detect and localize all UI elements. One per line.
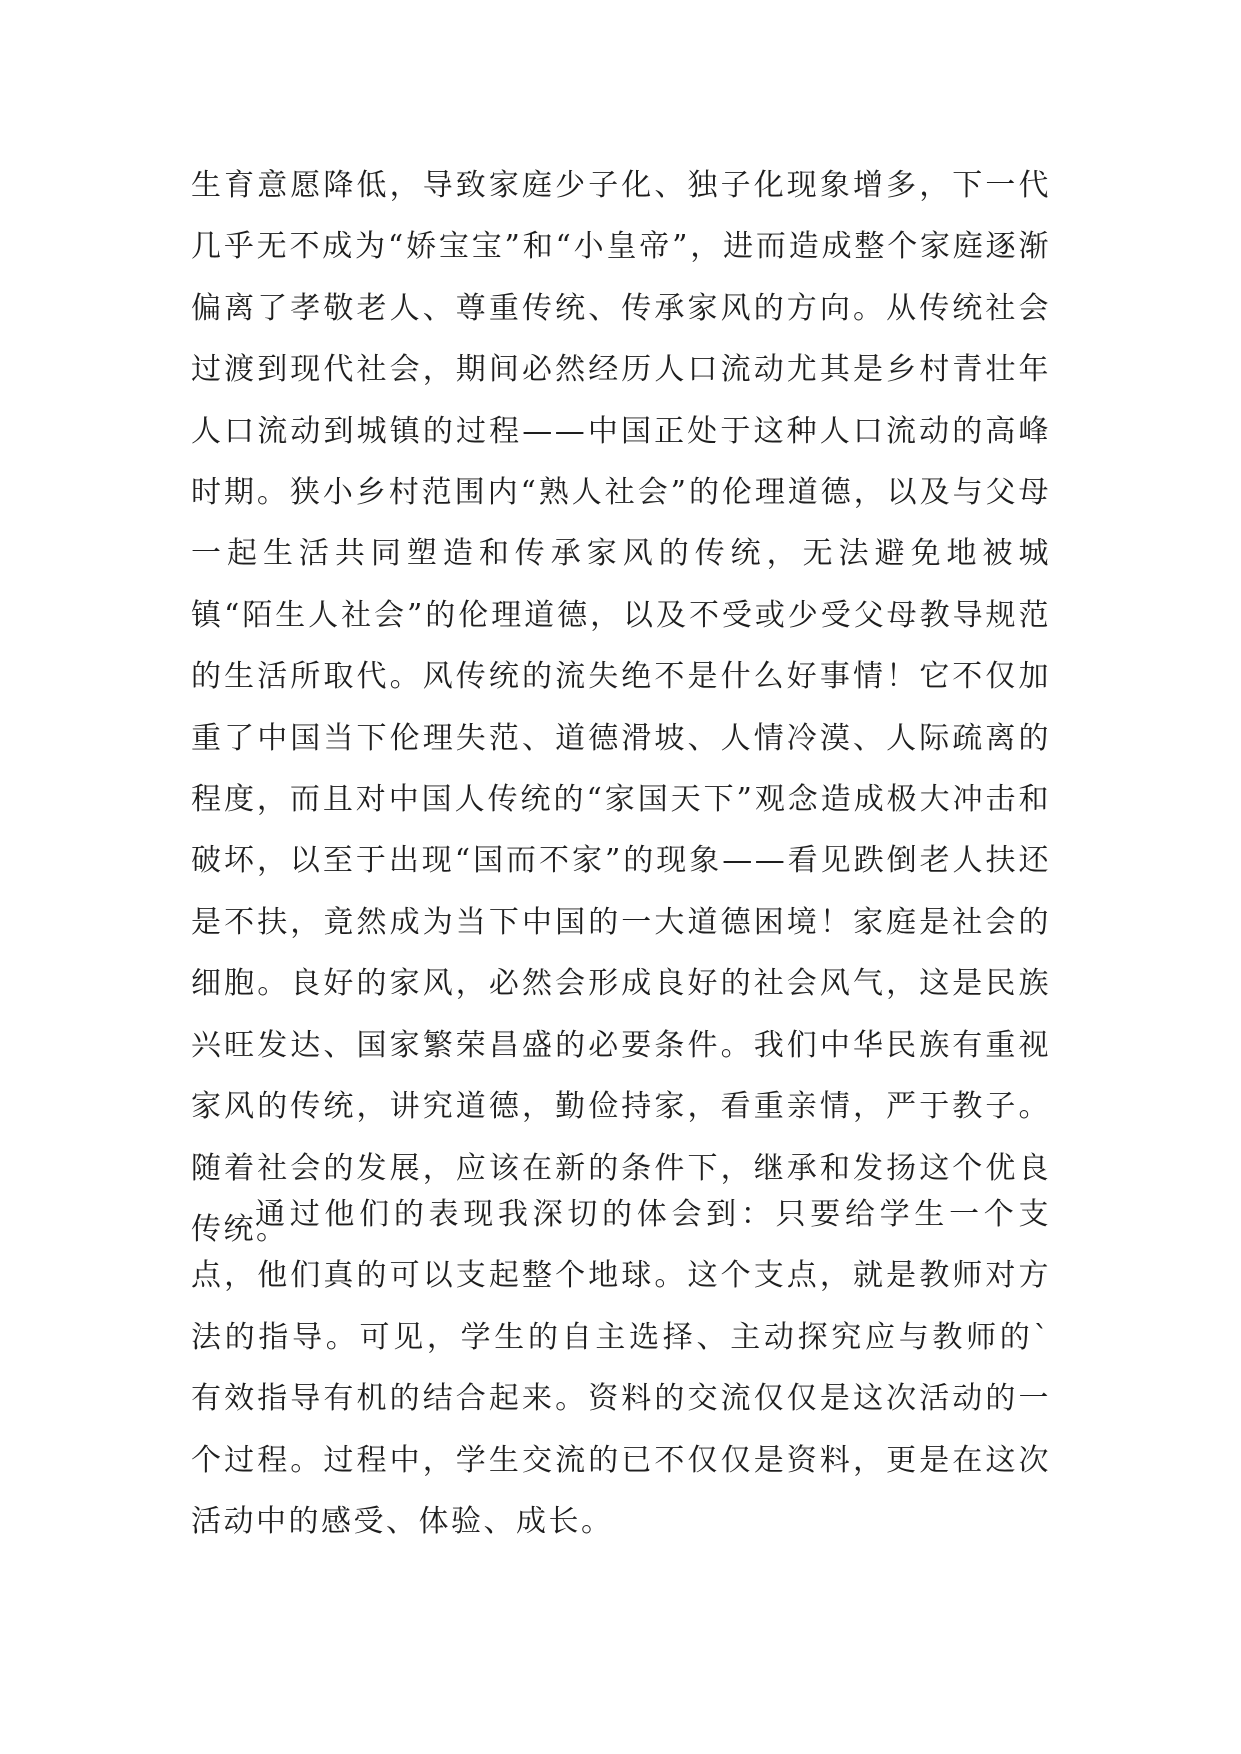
paragraph-text: 通过他们的表现我深切的体会到：只要给学生一个支点，他们真的可以支起整个地球。这个支点，就是教师对方法的指导。可见，学生的自主选择、主动探究应与教师的`有效指导有机的结合起来。资料的交流仅仅是这次活动的一个过程。过程中，学生交流的已不仅仅是资料，更是在这次活动中的感受、体验、成长。	[191, 1197, 1051, 1540]
paragraph-text: 生育意愿降低，导致家庭少子化、独子化现象增多，下一代几乎无不成为“娇宝宝”和“小皇帝”，进而造成整个家庭逐渐偏离了孝敬老人、尊重传统、传承家风的方向。从传统社会过渡到现代社会，期间必然经历人口流动尤其是乡村青壮年人口流动到城镇的过程——中国正处于这种人口流动的高峰时期。狭小乡村范围内“熟人社会”的伦理道德，以及与父母一起生活共同塑造和传承家风的传统，无法避免地被城镇“陌生人社会”的伦理道德，以及不受或少受父母教导规范的生活所取代。风传统的流失绝不是什么好事情！它不仅加重了中国当下伦理失范、道德滑坡、人情冷漠、人际疏离的程度，而且对中国人传统的“家国天下”观念造成极大冲击和破坏，以至于出现“国而不家”的现象——看见跌倒老人扶还是不扶，竟然成为当下中国的一大道德困境！家庭是社会的细胞。良好的家风，必然会形成良好的社会风气，这是民族兴旺发达、国家繁荣昌盛的必要条件。我们中华民族有重视家风的传统，讲究道德，勤俭持家，看重亲情，严于教子。随着社会的发展，应该在新的条件下，继承和发扬这个优良传统。	[191, 168, 1051, 1247]
body-paragraph-1	[191, 155, 1051, 1260]
body-paragraph-2	[191, 1184, 1051, 1552]
